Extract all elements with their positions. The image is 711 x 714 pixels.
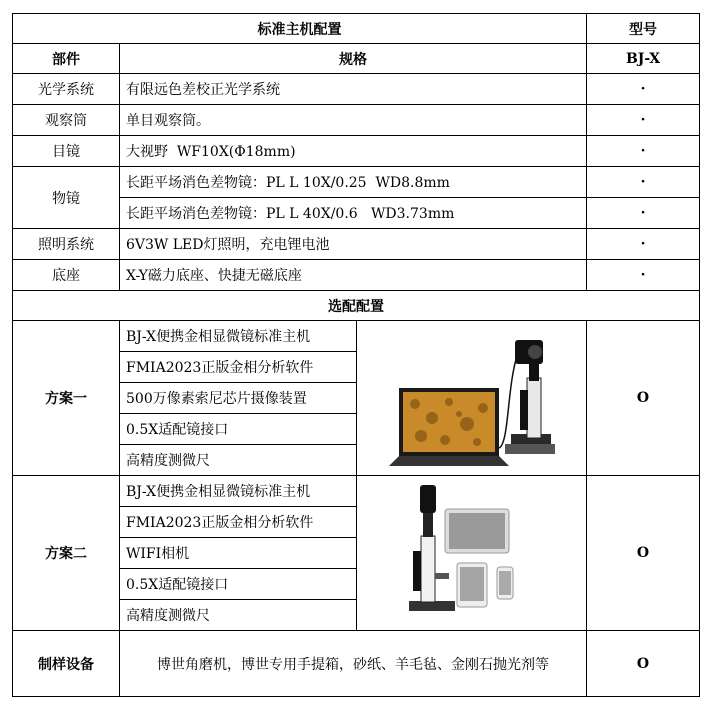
plan2-item-5: 高精度测微尺 <box>120 600 357 631</box>
plan2-image <box>357 476 587 631</box>
mark-tube: · <box>587 105 700 136</box>
plan1-item-1: BJ-X便携金相显微镜标准主机 <box>120 321 357 352</box>
part-tube: 观察筒 <box>13 105 120 136</box>
model-header: 型号 <box>587 14 700 44</box>
plan2-item-4: 0.5X适配镜接口 <box>120 569 357 600</box>
part-illumination: 照明系统 <box>13 229 120 260</box>
stage-base-shape <box>505 444 555 454</box>
plan1-item-5: 高精度测微尺 <box>120 445 357 476</box>
spec-objective-40x: 长距平场消色差物镜：PL L 40X/0.6 WD3.73mm <box>120 198 587 229</box>
spec-objective-10x: 长距平场消色差物镜：PL L 10X/0.25 WD8.8mm <box>120 167 587 198</box>
sample-spec: 博世角磨机，博世专用手提箱，砂纸、羊毛毡、金刚石抛光剂等 <box>120 631 587 697</box>
focus-knob-shape-2 <box>413 551 421 591</box>
part-base: 底座 <box>13 260 120 291</box>
laptop-base-shape <box>389 456 509 466</box>
config-table <box>12 13 700 697</box>
microscope-body-shape <box>527 378 541 438</box>
mark-optical: · <box>587 74 700 105</box>
tube-shape <box>529 363 539 381</box>
plan2-name: 方案二 <box>13 476 120 631</box>
plan2-item-3: WIFI相机 <box>120 538 357 569</box>
sample-mark: O <box>587 631 700 697</box>
mark-objective-10x: · <box>587 167 700 198</box>
sample-name: 制样设备 <box>13 631 120 697</box>
focus-knob-shape <box>520 390 528 430</box>
spec-illumination: 6V3W LED灯照明，充电锂电池 <box>120 229 587 260</box>
part-eyepiece: 目镜 <box>13 136 120 167</box>
spec-eyepiece: 大视野 WF10X(Φ18mm) <box>120 136 587 167</box>
spec-optical: 有限远色差校正光学系统 <box>120 74 587 105</box>
mark-illumination: · <box>587 229 700 260</box>
monitor-screen-shape <box>449 513 505 549</box>
col-part-header: 部件 <box>13 44 120 74</box>
wifi-camera-shape <box>420 485 436 513</box>
camera-lens-shape <box>528 345 542 359</box>
plan2-mark: O <box>587 476 700 631</box>
optional-title: 选配配置 <box>13 291 700 321</box>
tablet-screen-shape <box>460 567 484 601</box>
wifi-microscope-illustration <box>387 481 557 626</box>
standard-title: 标准主机配置 <box>13 14 587 44</box>
plan2-item-2: FMIA2023正版金相分析软件 <box>120 507 357 538</box>
microscope-body-shape-2 <box>421 536 435 602</box>
plan1-item-4: 0.5X适配镜接口 <box>120 414 357 445</box>
plan1-item-3: 500万像素索尼芯片摄像装置 <box>120 383 357 414</box>
plan1-item-2: FMIA2023正版金相分析软件 <box>120 352 357 383</box>
col-spec-header: 规格 <box>120 44 587 74</box>
plan1-image <box>357 321 587 476</box>
part-objective: 物镜 <box>13 167 120 229</box>
plan1-mark: O <box>587 321 700 476</box>
tube-shape-2 <box>423 511 433 537</box>
mark-objective-40x: · <box>587 198 700 229</box>
phone-screen-shape <box>499 571 511 595</box>
mark-eyepiece: · <box>587 136 700 167</box>
stage-shape-2 <box>435 573 449 579</box>
part-optical: 光学系统 <box>13 74 120 105</box>
laptop-microscope-illustration <box>387 328 557 468</box>
spec-tube: 单目观察筒。 <box>120 105 587 136</box>
model-value: BJ-X <box>587 44 700 74</box>
plan1-name: 方案一 <box>13 321 120 476</box>
spec-base: X-Y磁力底座、快捷无磁底座 <box>120 260 587 291</box>
plan2-item-1: BJ-X便携金相显微镜标准主机 <box>120 476 357 507</box>
mark-base: · <box>587 260 700 291</box>
